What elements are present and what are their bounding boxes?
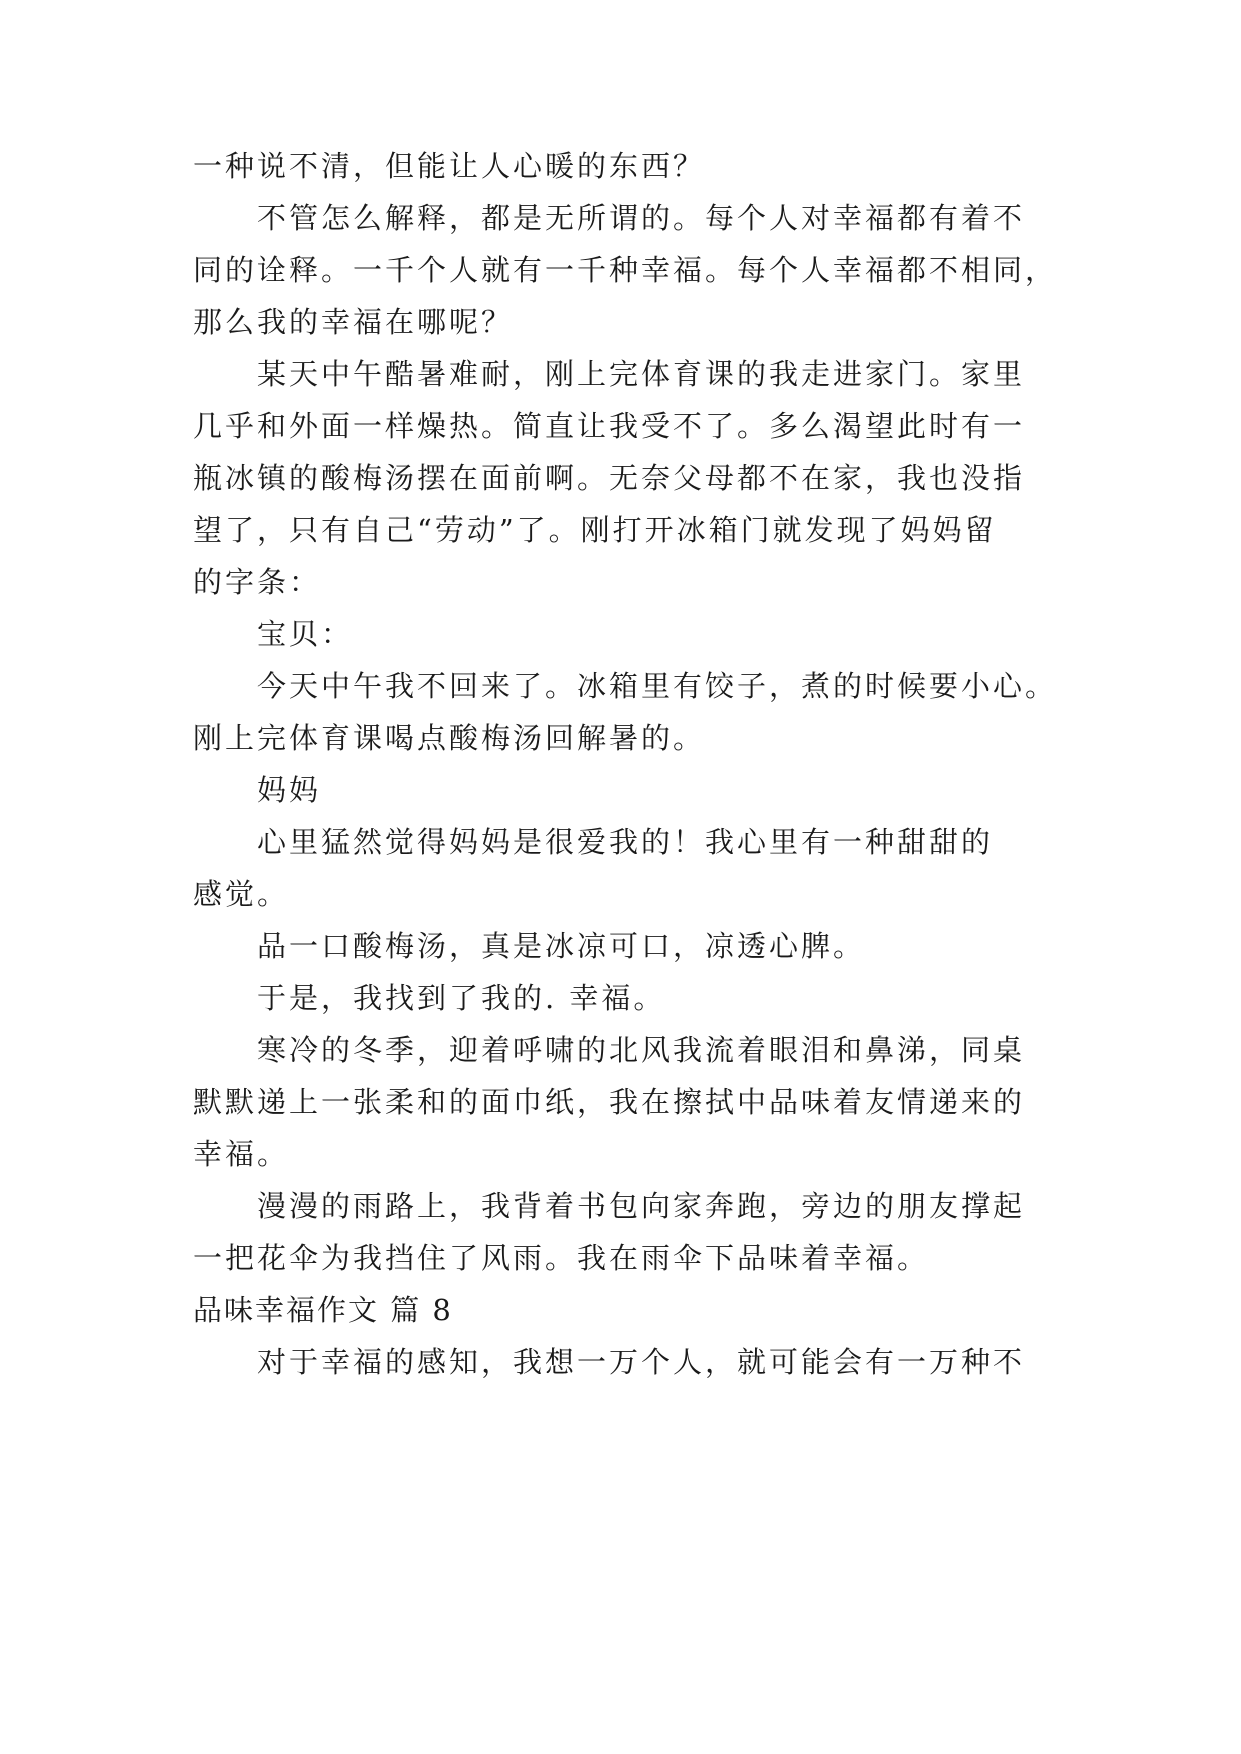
- paragraph-line: 同的诠释。一千个人就有一千种幸福。每个人幸福都不相同，: [193, 253, 1058, 287]
- paragraph-line: 一把花伞为我挡住了风雨。我在雨伞下品味着幸福。: [193, 1241, 930, 1275]
- paragraph-line: 几乎和外面一样燥热。简直让我受不了。多么渴望此时有一: [193, 409, 1026, 443]
- paragraph-line: 幸福。: [193, 1137, 290, 1171]
- paragraph-line: 对于幸福的感知，我想一万个人，就可能会有一万种不: [257, 1345, 1026, 1379]
- paragraph-line: 今天中午我不回来了。冰箱里有饺子，煮的时候要小心。: [257, 669, 1058, 703]
- paragraph-line: 瓶冰镇的酸梅汤摆在面前啊。无奈父母都不在家，我也没指: [193, 461, 1026, 495]
- paragraph-line: 宝贝：: [257, 617, 354, 651]
- section-heading: 品味幸福作文 篇 8: [193, 1293, 453, 1327]
- paragraph-line: 寒冷的冬季，迎着呼啸的北风我流着眼泪和鼻涕，同桌: [257, 1033, 1026, 1067]
- paragraph-line: 一种说不清，但能让人心暖的东西？: [193, 149, 706, 183]
- paragraph-line: 于是，我找到了我的. 幸福。: [257, 981, 666, 1015]
- paragraph-line: 漫漫的雨路上，我背着书包向家奔跑，旁边的朋友撑起: [257, 1189, 1026, 1223]
- paragraph-line: 某天中午酷暑难耐，刚上完体育课的我走进家门。家里: [257, 357, 1026, 391]
- paragraph-line: 妈妈: [257, 773, 322, 807]
- paragraph-line: 品一口酸梅汤，真是冰凉可口，凉透心脾。: [257, 929, 866, 963]
- paragraph-line: 感觉。: [193, 877, 290, 911]
- paragraph-line: 的字条：: [193, 565, 322, 599]
- paragraph-line: 刚上完体育课喝点酸梅汤回解暑的。: [193, 721, 706, 755]
- paragraph-line: 心里猛然觉得妈妈是很爱我的！我心里有一种甜甜的: [257, 825, 994, 859]
- paragraph-line: 望了，只有自己“劳动”了。刚打开冰箱门就发现了妈妈留: [193, 513, 997, 547]
- paragraph-line: 默默递上一张柔和的面巾纸，我在擦拭中品味着友情递来的: [193, 1085, 1026, 1119]
- paragraph-line: 那么我的幸福在哪呢？: [193, 305, 514, 339]
- paragraph-line: 不管怎么解释，都是无所谓的。每个人对幸福都有着不: [257, 201, 1026, 235]
